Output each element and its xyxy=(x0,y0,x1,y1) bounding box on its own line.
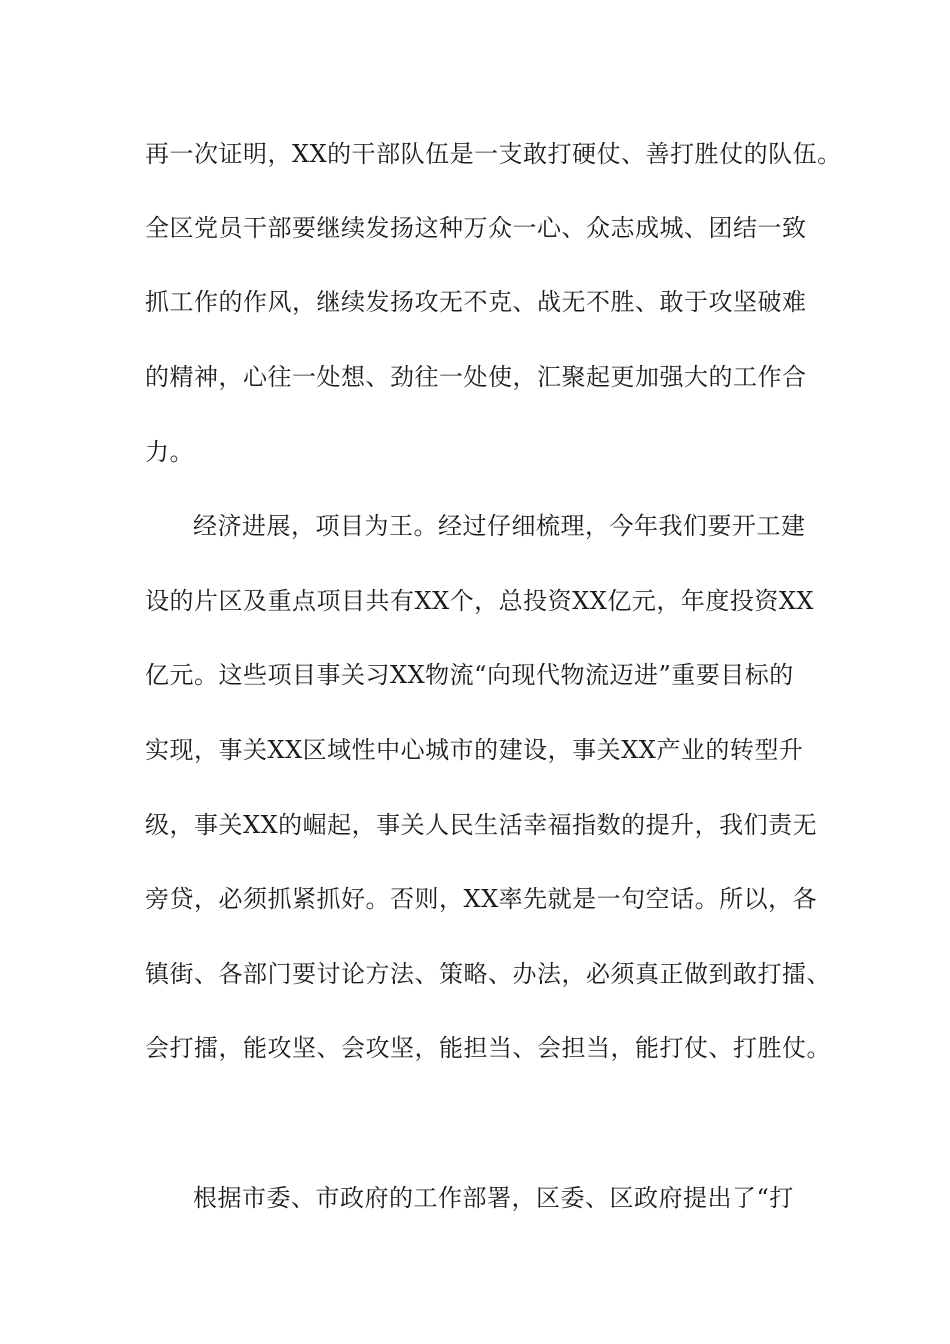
text-line: 旁贷，必须抓紧抓好。否则，XX率先就是一句空话。所以，各 xyxy=(145,885,818,913)
text-line: 会打擂，能攻坚、会攻坚，能担当、会担当，能打仗、打胜仗。 xyxy=(145,1034,831,1062)
paragraph-first-line: 经济进展，项目为王。经过仔细梳理，今年我们要开工建 xyxy=(193,512,806,540)
text-line: 的精神，心往一处想、劲往一处使，汇聚起更加强大的工作合 xyxy=(145,363,807,391)
text-line: 亿元。这些项目事关习XX物流“向现代物流迈进”重要目标的 xyxy=(145,661,794,689)
text-line: 抓工作的作风，继续发扬攻无不克、战无不胜、敢于攻坚破难 xyxy=(145,288,807,316)
text-line: 镇街、各部门要讨论方法、策略、办法，必须真正做到敢打擂、 xyxy=(145,960,831,988)
text-line: 级，事关XX的崛起，事关人民生活幸福指数的提升，我们责无 xyxy=(145,811,818,839)
text-line: 再一次证明，XX的干部队伍是一支敢打硬仗、善打胜仗的队伍。 xyxy=(145,140,842,168)
paragraph-first-line: 根据市委、市政府的工作部署，区委、区政府提出了“打 xyxy=(193,1184,794,1212)
text-line: 设的片区及重点项目共有XX个，总投资XX亿元，年度投资XX xyxy=(145,587,815,615)
text-line: 实现，事关XX区域性中心城市的建设，事关XX产业的转型升 xyxy=(145,736,804,764)
text-line: 力。 xyxy=(145,438,194,466)
text-line: 全区党员干部要继续发扬这种万众一心、众志成城、团结一致 xyxy=(145,214,807,242)
